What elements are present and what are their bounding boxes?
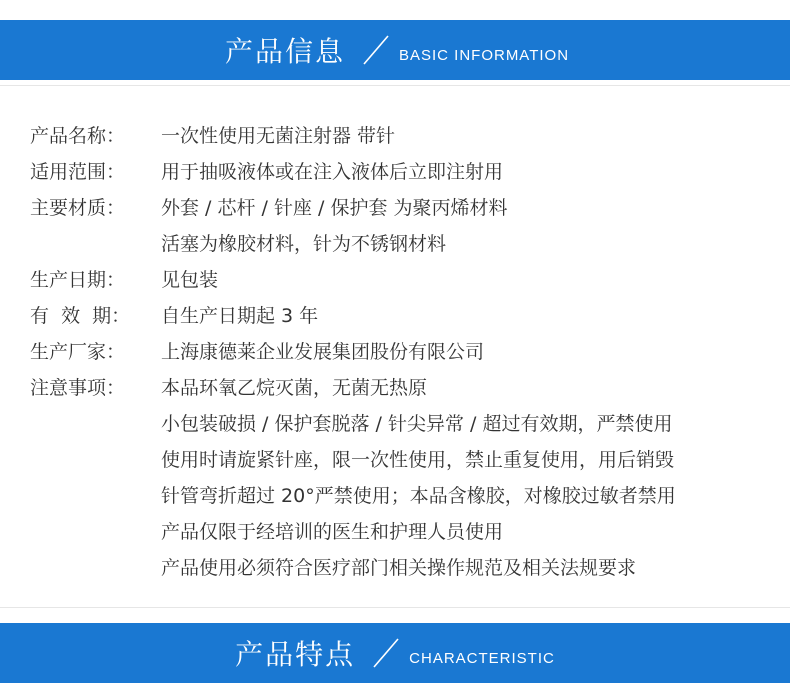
section-title-cn: 产品信息 (224, 35, 345, 68)
info-label: 产品名称： (30, 125, 126, 147)
info-value-line: 见包装 (161, 269, 219, 291)
section-title-cn: 产品特点 (235, 638, 356, 671)
info-value-line: 产品使用必须符合医疗部门相关操作规范及相关法规要求 (161, 557, 637, 579)
info-label: 生产日期： (30, 269, 126, 291)
info-value-line: 活塞为橡胶材料，针为不锈钢材料 (161, 233, 447, 255)
info-value-line: 外套 / 芯杆 / 针座 / 保护套 为聚丙烯材料 (161, 197, 508, 219)
divider (0, 607, 790, 608)
section-title-en: CHARACTERISTIC (409, 649, 555, 667)
info-value-line: 使用时请旋紧针座，限一次性使用，禁止重复使用，用后销毁 (161, 449, 675, 471)
info-row (30, 298, 770, 334)
section-title-en: BASIC INFORMATION (398, 46, 570, 64)
info-label: 注意事项： (30, 377, 126, 399)
info-label: 主要材质： (30, 197, 126, 219)
info-values (161, 370, 770, 586)
info-values (161, 334, 770, 370)
info-row (30, 154, 770, 190)
info-values (161, 154, 770, 190)
info-value-line: 上海康德莱企业发展集团股份有限公司 (161, 341, 485, 363)
info-row (30, 190, 770, 262)
divider (0, 85, 790, 86)
info-value-line: 产品仅限于经培训的医生和护理人员使用 (161, 521, 504, 543)
info-label: 适用范围： (30, 161, 126, 183)
info-value-line: 本品环氧乙烷灭菌，无菌无热原 (161, 377, 428, 399)
slash-divider-icon (361, 33, 391, 67)
info-value-line: 小包装破损 / 保护套脱落 / 针尖异常 / 超过有效期，严禁使用 (161, 413, 673, 435)
info-value-line: 自生产日期起 3 年 (161, 305, 319, 327)
info-values (161, 298, 770, 334)
section-banner-characteristic (0, 623, 790, 683)
info-value-line: 一次性使用无菌注射器 带针 (161, 125, 396, 147)
info-row (30, 370, 770, 586)
slash-divider-icon (371, 636, 401, 670)
info-row (30, 334, 770, 370)
product-info-list (30, 118, 770, 586)
info-values (161, 190, 770, 262)
info-row (30, 118, 770, 154)
info-label: 生产厂家： (30, 341, 126, 363)
info-label: 有 效 期： (30, 305, 131, 327)
section-banner-basic-info (0, 20, 790, 80)
info-row (30, 262, 770, 298)
info-value-line: 用于抽吸液体或在注入液体后立即注射用 (161, 161, 504, 183)
info-value-line: 针管弯折超过 20°严禁使用；本品含橡胶，对橡胶过敏者禁用 (161, 485, 676, 507)
info-values (161, 118, 770, 154)
info-values (161, 262, 770, 298)
